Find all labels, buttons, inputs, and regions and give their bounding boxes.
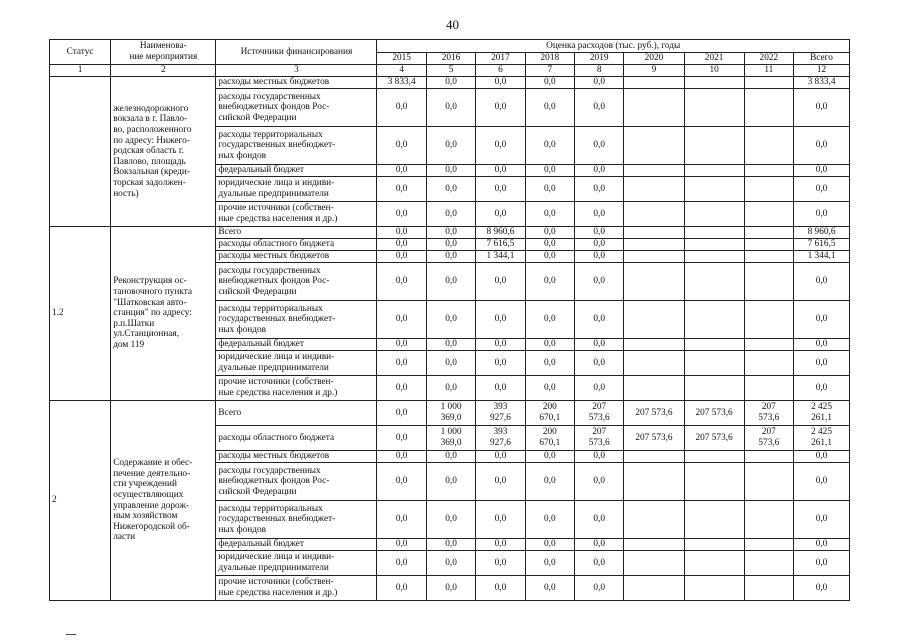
column-number: 1 bbox=[50, 65, 111, 77]
year-value-cell bbox=[684, 202, 744, 227]
year-value-cell bbox=[684, 376, 744, 401]
year-value-cell: 0,0 bbox=[476, 202, 525, 227]
year-value-cell bbox=[684, 351, 744, 376]
year-value-cell: 0,0 bbox=[426, 263, 475, 301]
year-value-cell: 207 573,6 bbox=[624, 401, 684, 426]
year-value-cell: 0,0 bbox=[476, 551, 525, 576]
year-value-cell: 0,0 bbox=[525, 251, 574, 263]
year-value-cell bbox=[744, 127, 793, 165]
column-number: 10 bbox=[684, 65, 744, 77]
header-year: 2016 bbox=[426, 53, 475, 65]
year-value-cell: 0,0 bbox=[476, 339, 525, 351]
funding-source-cell: прочие источники (собствен- ные средства населения и др.) bbox=[216, 576, 377, 601]
year-value-cell bbox=[744, 239, 793, 251]
status-cell: 2 bbox=[50, 401, 111, 601]
year-value-cell bbox=[624, 576, 684, 601]
year-value-cell bbox=[744, 539, 793, 551]
year-value-cell bbox=[744, 202, 793, 227]
year-value-cell: 0,0 bbox=[426, 227, 475, 239]
year-value-cell: 0,0 bbox=[575, 77, 624, 89]
year-value-cell bbox=[744, 451, 793, 463]
year-value-cell: 0,0 bbox=[575, 251, 624, 263]
year-value-cell: 0,0 bbox=[426, 251, 475, 263]
year-value-cell: 0,0 bbox=[525, 127, 574, 165]
year-value-cell bbox=[744, 339, 793, 351]
header-year: 2021 bbox=[684, 53, 744, 65]
total-value-cell: 0,0 bbox=[794, 339, 850, 351]
year-value-cell: 0,0 bbox=[476, 576, 525, 601]
header-status: Статус bbox=[50, 40, 111, 65]
year-value-cell bbox=[744, 227, 793, 239]
year-value-cell bbox=[744, 463, 793, 501]
year-value-cell: 0,0 bbox=[476, 77, 525, 89]
year-value-cell bbox=[624, 251, 684, 263]
header-year: 2018 bbox=[525, 53, 574, 65]
total-value-cell: 0,0 bbox=[794, 376, 850, 401]
year-value-cell: 0,0 bbox=[525, 301, 574, 339]
total-value-cell: 0,0 bbox=[794, 263, 850, 301]
column-number: 11 bbox=[744, 65, 793, 77]
year-value-cell: 0,0 bbox=[426, 202, 475, 227]
column-number: 5 bbox=[426, 65, 475, 77]
year-value-cell: 0,0 bbox=[476, 263, 525, 301]
status-cell bbox=[50, 77, 111, 227]
year-value-cell: 0,0 bbox=[525, 539, 574, 551]
table-row bbox=[50, 227, 850, 239]
funding-source-cell: расходы местных бюджетов bbox=[216, 451, 377, 463]
year-value-cell: 0,0 bbox=[525, 451, 574, 463]
year-value-cell: 207 573,6 bbox=[744, 401, 793, 426]
total-value-cell: 0,0 bbox=[794, 551, 850, 576]
year-value-cell bbox=[684, 451, 744, 463]
year-value-cell: 0,0 bbox=[377, 463, 426, 501]
year-value-cell: 0,0 bbox=[426, 351, 475, 376]
year-value-cell: 0,0 bbox=[525, 227, 574, 239]
year-value-cell: 0,0 bbox=[377, 251, 426, 263]
year-value-cell bbox=[744, 77, 793, 89]
year-value-cell: 0,0 bbox=[575, 177, 624, 202]
year-value-cell: 7 616,5 bbox=[476, 239, 525, 251]
year-value-cell bbox=[624, 127, 684, 165]
header-row-main bbox=[50, 40, 850, 53]
year-value-cell: 0,0 bbox=[525, 89, 574, 127]
year-value-cell: 207 573,6 bbox=[575, 426, 624, 451]
year-value-cell: 0,0 bbox=[377, 401, 426, 426]
year-value-cell: 0,0 bbox=[476, 501, 525, 539]
year-value-cell bbox=[624, 339, 684, 351]
year-value-cell bbox=[624, 77, 684, 89]
year-value-cell: 0,0 bbox=[575, 539, 624, 551]
header-sources: Источники финансирования bbox=[216, 40, 377, 65]
year-value-cell: 0,0 bbox=[426, 576, 475, 601]
column-number: 4 bbox=[377, 65, 426, 77]
funding-source-cell: расходы областного бюджета bbox=[216, 239, 377, 251]
year-value-cell: 393 927,6 bbox=[476, 401, 525, 426]
funding-source-cell: расходы территориальных государственных внебюджет- ных фондов bbox=[216, 501, 377, 539]
total-value-cell: 8 960,6 bbox=[794, 227, 850, 239]
page-number: 40 bbox=[446, 17, 459, 32]
measure-name-cell: Содержание и обес- печение деятельно- сти учреждений осуществляющих управление дорож- ным хозяйством Нижегородской об- ласти bbox=[111, 401, 216, 601]
year-value-cell bbox=[684, 89, 744, 127]
year-value-cell bbox=[624, 177, 684, 202]
year-value-cell bbox=[684, 539, 744, 551]
header-year: 2019 bbox=[575, 53, 624, 65]
year-value-cell: 0,0 bbox=[525, 77, 574, 89]
funding-source-cell: юридические лица и индиви- дуальные предприниматели bbox=[216, 551, 377, 576]
year-value-cell: 0,0 bbox=[377, 165, 426, 177]
year-value-cell: 0,0 bbox=[377, 227, 426, 239]
funding-source-cell: федеральный бюджет bbox=[216, 339, 377, 351]
budget-table bbox=[49, 39, 850, 601]
year-value-cell: 0,0 bbox=[476, 463, 525, 501]
total-value-cell: 0,0 bbox=[794, 539, 850, 551]
year-value-cell bbox=[684, 165, 744, 177]
year-value-cell: 0,0 bbox=[476, 89, 525, 127]
year-value-cell bbox=[744, 89, 793, 127]
year-value-cell: 0,0 bbox=[575, 127, 624, 165]
year-value-cell: 207 573,6 bbox=[684, 426, 744, 451]
year-value-cell: 200 670,1 bbox=[525, 401, 574, 426]
funding-source-cell: прочие источники (собствен- ные средства населения и др.) bbox=[216, 202, 377, 227]
total-value-cell: 7 616,5 bbox=[794, 239, 850, 251]
year-value-cell: 0,0 bbox=[426, 463, 475, 501]
year-value-cell: 0,0 bbox=[476, 351, 525, 376]
year-value-cell bbox=[624, 227, 684, 239]
year-value-cell: 0,0 bbox=[525, 576, 574, 601]
year-value-cell: 0,0 bbox=[575, 202, 624, 227]
year-value-cell: 0,0 bbox=[525, 339, 574, 351]
year-value-cell: 207 573,6 bbox=[624, 426, 684, 451]
total-value-cell: 0,0 bbox=[794, 576, 850, 601]
funding-source-cell: расходы государственных внебюджетных фондов Рос- сийской Федерации bbox=[216, 89, 377, 127]
year-value-cell: 0,0 bbox=[575, 301, 624, 339]
year-value-cell: 0,0 bbox=[525, 551, 574, 576]
funding-source-cell: расходы местных бюджетов bbox=[216, 77, 377, 89]
year-value-cell: 0,0 bbox=[525, 376, 574, 401]
year-value-cell: 1 000 369,0 bbox=[426, 401, 475, 426]
year-value-cell: 0,0 bbox=[426, 539, 475, 551]
total-value-cell: 0,0 bbox=[794, 501, 850, 539]
year-value-cell: 0,0 bbox=[377, 451, 426, 463]
header-total: Всего bbox=[794, 53, 850, 65]
year-value-cell: 0,0 bbox=[426, 376, 475, 401]
year-value-cell: 393 927,6 bbox=[476, 426, 525, 451]
year-value-cell: 0,0 bbox=[476, 539, 525, 551]
total-value-cell: 0,0 bbox=[794, 177, 850, 202]
total-value-cell: 0,0 bbox=[794, 301, 850, 339]
column-number: 2 bbox=[111, 65, 216, 77]
header-year: 2022 bbox=[744, 53, 793, 65]
year-value-cell: 0,0 bbox=[525, 239, 574, 251]
year-value-cell bbox=[684, 77, 744, 89]
year-value-cell bbox=[744, 251, 793, 263]
year-value-cell: 0,0 bbox=[377, 177, 426, 202]
year-value-cell bbox=[684, 239, 744, 251]
year-value-cell bbox=[624, 351, 684, 376]
year-value-cell: 0,0 bbox=[377, 263, 426, 301]
year-value-cell: 0,0 bbox=[377, 339, 426, 351]
total-value-cell: 0,0 bbox=[794, 127, 850, 165]
year-value-cell: 0,0 bbox=[426, 77, 475, 89]
total-value-cell: 0,0 bbox=[794, 351, 850, 376]
page-mark bbox=[66, 634, 76, 635]
year-value-cell bbox=[624, 501, 684, 539]
year-value-cell bbox=[684, 576, 744, 601]
year-value-cell: 0,0 bbox=[377, 501, 426, 539]
year-value-cell bbox=[684, 251, 744, 263]
year-value-cell: 0,0 bbox=[426, 177, 475, 202]
year-value-cell bbox=[624, 239, 684, 251]
year-value-cell: 0,0 bbox=[575, 351, 624, 376]
table-row bbox=[50, 77, 850, 89]
year-value-cell: 0,0 bbox=[426, 501, 475, 539]
column-number: 6 bbox=[476, 65, 525, 77]
measure-name-cell: железнодорожного вокзала в г. Павло- во, расположенного по адресу: Нижего- родская область г. Павлово, площадь Вокзальная (креди- торская задолжен- ность) bbox=[111, 77, 216, 227]
funding-source-cell: расходы местных бюджетов bbox=[216, 251, 377, 263]
funding-source-cell: Всего bbox=[216, 227, 377, 239]
year-value-cell: 0,0 bbox=[377, 89, 426, 127]
year-value-cell: 0,0 bbox=[575, 263, 624, 301]
total-value-cell: 3 833,4 bbox=[794, 77, 850, 89]
year-value-cell: 0,0 bbox=[426, 127, 475, 165]
year-value-cell bbox=[684, 263, 744, 301]
funding-source-cell: федеральный бюджет bbox=[216, 539, 377, 551]
year-value-cell bbox=[624, 301, 684, 339]
year-value-cell bbox=[684, 463, 744, 501]
year-value-cell: 207 573,6 bbox=[744, 426, 793, 451]
year-value-cell: 0,0 bbox=[426, 239, 475, 251]
year-value-cell: 0,0 bbox=[575, 89, 624, 127]
year-value-cell: 0,0 bbox=[377, 239, 426, 251]
year-value-cell: 0,0 bbox=[377, 426, 426, 451]
year-value-cell bbox=[624, 165, 684, 177]
header-year: 2020 bbox=[624, 53, 684, 65]
year-value-cell: 0,0 bbox=[575, 501, 624, 539]
year-value-cell: 0,0 bbox=[377, 301, 426, 339]
year-value-cell: 3 833,4 bbox=[377, 77, 426, 89]
year-value-cell: 0,0 bbox=[476, 451, 525, 463]
year-value-cell bbox=[624, 263, 684, 301]
year-value-cell: 0,0 bbox=[575, 339, 624, 351]
column-number: 3 bbox=[216, 65, 377, 77]
funding-source-cell: расходы территориальных государственных внебюджет- ных фондов bbox=[216, 127, 377, 165]
year-value-cell: 0,0 bbox=[525, 165, 574, 177]
year-value-cell bbox=[624, 551, 684, 576]
year-value-cell: 0,0 bbox=[476, 376, 525, 401]
total-value-cell: 0,0 bbox=[794, 89, 850, 127]
year-value-cell: 1 000 369,0 bbox=[426, 426, 475, 451]
year-value-cell: 0,0 bbox=[575, 463, 624, 501]
measure-name-cell: Реконструкция ос- тановочного пункта "Шатковская авто- станция" по адресу: р.п.Шатки ул.Станционная, дом 119 bbox=[111, 227, 216, 401]
total-value-cell: 2 425 261,1 bbox=[794, 401, 850, 426]
year-value-cell: 0,0 bbox=[377, 127, 426, 165]
total-value-cell: 0,0 bbox=[794, 463, 850, 501]
year-value-cell bbox=[684, 339, 744, 351]
year-value-cell: 200 670,1 bbox=[525, 426, 574, 451]
year-value-cell: 0,0 bbox=[377, 351, 426, 376]
year-value-cell bbox=[744, 576, 793, 601]
funding-source-cell: расходы областного бюджета bbox=[216, 426, 377, 451]
year-value-cell bbox=[624, 376, 684, 401]
year-value-cell: 0,0 bbox=[476, 127, 525, 165]
year-value-cell: 0,0 bbox=[426, 339, 475, 351]
table-row bbox=[50, 401, 850, 426]
column-number: 7 bbox=[525, 65, 574, 77]
year-value-cell bbox=[684, 301, 744, 339]
year-value-cell bbox=[744, 177, 793, 202]
year-value-cell: 0,0 bbox=[575, 227, 624, 239]
header-year: 2015 bbox=[377, 53, 426, 65]
year-value-cell: 0,0 bbox=[525, 202, 574, 227]
year-value-cell: 207 573,6 bbox=[684, 401, 744, 426]
year-value-cell bbox=[744, 351, 793, 376]
total-value-cell: 0,0 bbox=[794, 202, 850, 227]
year-value-cell: 0,0 bbox=[525, 351, 574, 376]
year-value-cell: 0,0 bbox=[525, 463, 574, 501]
funding-source-cell: расходы государственных внебюджетных фондов Рос- сийской Федерации bbox=[216, 463, 377, 501]
column-number: 9 bbox=[624, 65, 684, 77]
year-value-cell: 0,0 bbox=[426, 165, 475, 177]
funding-source-cell: юридические лица и индиви- дуальные предприниматели bbox=[216, 177, 377, 202]
year-value-cell bbox=[744, 551, 793, 576]
funding-source-cell: расходы государственных внебюджетных фондов Рос- сийской Федерации bbox=[216, 263, 377, 301]
year-value-cell: 0,0 bbox=[525, 501, 574, 539]
year-value-cell: 1 344,1 bbox=[476, 251, 525, 263]
year-value-cell: 0,0 bbox=[426, 89, 475, 127]
year-value-cell: 0,0 bbox=[426, 451, 475, 463]
funding-source-cell: Всего bbox=[216, 401, 377, 426]
year-value-cell: 0,0 bbox=[476, 177, 525, 202]
year-value-cell: 8 960,6 bbox=[476, 227, 525, 239]
year-value-cell: 0,0 bbox=[575, 376, 624, 401]
column-number: 12 bbox=[794, 65, 850, 77]
year-value-cell: 0,0 bbox=[476, 301, 525, 339]
funding-source-cell: юридические лица и индиви- дуальные предприниматели bbox=[216, 351, 377, 376]
year-value-cell bbox=[624, 539, 684, 551]
year-value-cell: 0,0 bbox=[575, 451, 624, 463]
year-value-cell bbox=[744, 501, 793, 539]
year-value-cell bbox=[624, 451, 684, 463]
year-value-cell bbox=[624, 202, 684, 227]
year-value-cell bbox=[684, 501, 744, 539]
year-value-cell bbox=[684, 227, 744, 239]
year-value-cell bbox=[624, 463, 684, 501]
year-value-cell bbox=[684, 551, 744, 576]
year-value-cell: 0,0 bbox=[377, 576, 426, 601]
year-value-cell bbox=[744, 165, 793, 177]
year-value-cell bbox=[684, 127, 744, 165]
year-value-cell: 0,0 bbox=[476, 165, 525, 177]
year-value-cell: 0,0 bbox=[575, 576, 624, 601]
header-name: Наименова- ние мероприятия bbox=[111, 40, 216, 65]
funding-source-cell: прочие источники (собствен- ные средства населения и др.) bbox=[216, 376, 377, 401]
year-value-cell: 0,0 bbox=[525, 263, 574, 301]
header-row-column-numbers bbox=[50, 65, 850, 77]
year-value-cell: 0,0 bbox=[575, 551, 624, 576]
year-value-cell: 0,0 bbox=[426, 301, 475, 339]
table-body bbox=[50, 77, 850, 601]
total-value-cell: 1 344,1 bbox=[794, 251, 850, 263]
total-value-cell: 0,0 bbox=[794, 451, 850, 463]
year-value-cell: 0,0 bbox=[426, 551, 475, 576]
total-value-cell: 0,0 bbox=[794, 165, 850, 177]
year-value-cell: 0,0 bbox=[377, 202, 426, 227]
year-value-cell bbox=[684, 177, 744, 202]
year-value-cell bbox=[744, 301, 793, 339]
year-value-cell: 207 573,6 bbox=[575, 401, 624, 426]
year-value-cell bbox=[624, 89, 684, 127]
year-value-cell: 0,0 bbox=[377, 539, 426, 551]
year-value-cell: 0,0 bbox=[377, 551, 426, 576]
funding-source-cell: расходы территориальных государственных внебюджет- ных фондов bbox=[216, 301, 377, 339]
header-year: 2017 bbox=[476, 53, 525, 65]
year-value-cell: 0,0 bbox=[575, 239, 624, 251]
funding-source-cell: федеральный бюджет bbox=[216, 165, 377, 177]
column-number: 8 bbox=[575, 65, 624, 77]
year-value-cell: 0,0 bbox=[525, 177, 574, 202]
year-value-cell: 0,0 bbox=[575, 165, 624, 177]
status-cell: 1.2 bbox=[50, 227, 111, 401]
total-value-cell: 2 425 261,1 bbox=[794, 426, 850, 451]
year-value-cell bbox=[744, 263, 793, 301]
year-value-cell bbox=[744, 376, 793, 401]
year-value-cell: 0,0 bbox=[377, 376, 426, 401]
header-estimate: Оценка расходов (тыс. руб.), годы bbox=[377, 40, 850, 53]
